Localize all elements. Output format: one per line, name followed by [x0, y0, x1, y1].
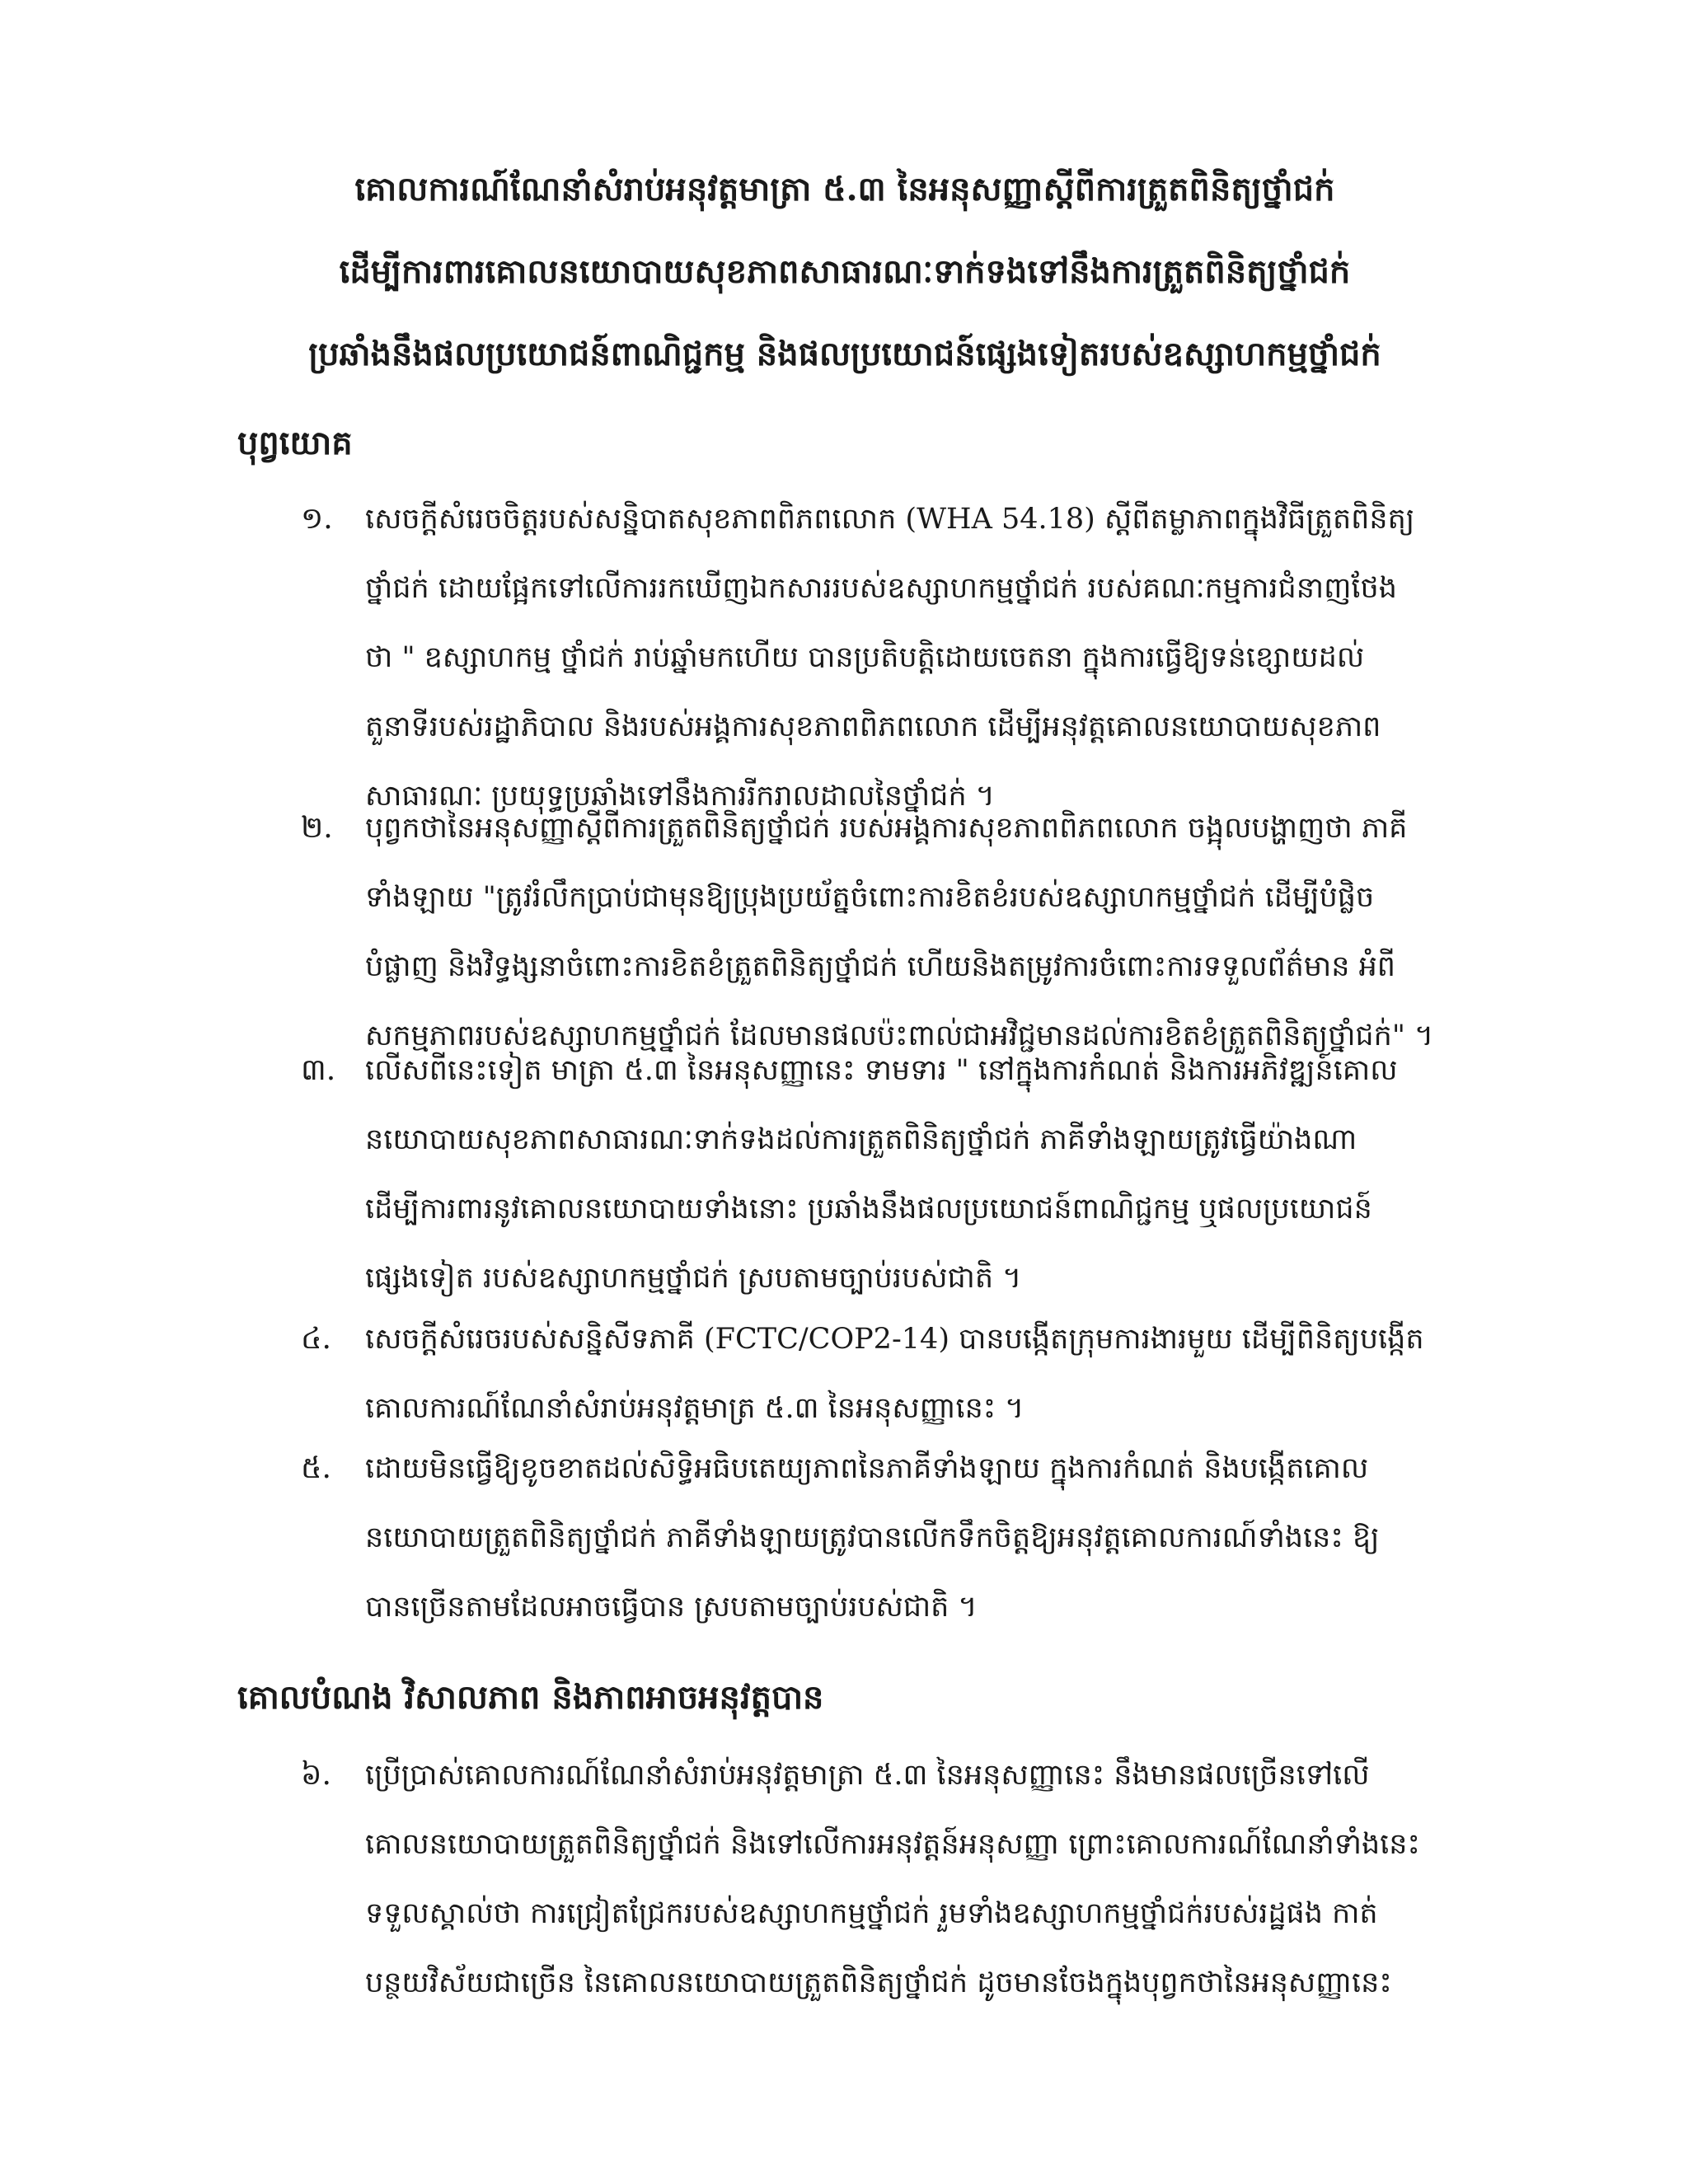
- section-heading-preamble: បុព្វយោគ: [237, 424, 353, 462]
- paragraph-number: ២.: [301, 811, 333, 845]
- paragraph-line: សេចក្ដីសំរេចចិត្តរបស់សន្និបាតសុខភាពពិភពលោក (WHA 54.18) ស្ដីពីតម្លាភាពក្នុងវិធីត្រួតពិនិត្យ: [365, 503, 1415, 536]
- paragraph-number: ៤.: [301, 1322, 331, 1356]
- paragraph-line: បុព្វកថានៃអនុសញ្ញាស្ដីពីការត្រួតពិនិត្យថ្នាំជក់ របស់អង្គការសុខភាពពិភពលោក ចង្អុលបង្ហាញថា ភាគី: [365, 812, 1408, 845]
- paragraph-number: ៥.: [301, 1451, 331, 1485]
- paragraph-line: តួនាទីរបស់រដ្ឋាភិបាល និងរបស់អង្គការសុខភាពពិភពលោក ដើម្បីអនុវត្តគោលនយោបាយសុខភាព: [365, 710, 1381, 743]
- paragraph-line: ទទួលស្គាល់ថា ការជ្រៀតជ្រែករបស់ឧស្សាហកម្មថ្នាំជក់ រួមទាំងឧស្សាហកម្មថ្នាំជក់របស់រដ្ឋផង កាត់: [365, 1897, 1378, 1930]
- paragraph-number: ១.: [301, 502, 333, 536]
- title-line-1: គោលការណ៍ណែនាំសំរាប់អនុវត្តមាត្រា ៥.៣ នៃអនុសញ្ញាស្ដីពីការត្រួតពិនិត្យថ្នាំជក់: [354, 170, 1335, 209]
- paragraph-line: បំផ្លាញ និងវិទ្ធង្សនាចំពោះការខិតខំត្រួតពិនិត្យថ្នាំជក់ ហើយនិងតម្រូវការចំពោះការទទួលព័ត៌មាន អំពី: [365, 950, 1396, 983]
- paragraph-line: សាធារណៈ ប្រយុទ្ធប្រឆាំងទៅនឹងការរីករាលដាលនៃថ្នាំជក់ ។: [365, 780, 995, 813]
- paragraph-line: ផ្សេងទៀត របស់ឧស្សាហកម្មថ្នាំជក់ ស្របតាមច្បាប់របស់ជាតិ ។: [365, 1262, 1022, 1295]
- paragraph-line: ដើម្បីការពារនូវគោលនយោបាយទាំងនោះ ប្រឆាំងនឹងផលប្រយោជន៍ពាណិជ្ជកម្ម ឬផលប្រយោជន៍: [365, 1193, 1372, 1226]
- paragraph-number: ៣.: [301, 1053, 336, 1087]
- paragraph-line: គោលការណ៍ណែនាំសំរាប់អនុវត្តមាត្រ ៥.៣ នៃអនុសញ្ញានេះ ។: [365, 1392, 1025, 1425]
- paragraph-line: គោលនយោបាយត្រួតពិនិត្យថ្នាំជក់ និងទៅលើការអនុវត្តន៍អនុសញ្ញា ព្រោះគោលការណ៍ណែនាំទាំងនេះ: [365, 1828, 1420, 1861]
- paragraph-line: ប្រើប្រាស់គោលការណ៍ណែនាំសំរាប់អនុវត្តមាត្រា ៥.៣ នៃអនុសញ្ញានេះ នឹងមានផលច្រើនទៅលើ: [365, 1759, 1370, 1792]
- paragraph-line: បានច្រើនតាមដែលអាចធ្វើបាន ស្របតាមច្បាប់របស់ជាតិ ។: [365, 1591, 978, 1624]
- title-line-2: ដើម្បីការពារគោលនយោបាយសុខភាពសាធារណៈទាក់ទងទៅនឹងការត្រួតពិនិត្យថ្នាំជក់: [339, 252, 1351, 291]
- paragraph-line: សេចក្ដីសំរេចរបស់សន្និសីទភាគី (FCTC/COP2-14) បានបង្កើតក្រុមការងារមួយ ដើម្បីពិនិត្យបង្កើត: [365, 1323, 1424, 1356]
- paragraph-line: នយោបាយសុខភាពសាធារណៈទាក់ទងដល់ការត្រួតពិនិត្យថ្នាំជក់ ភាគីទាំងឡាយត្រូវធ្វើយ៉ាងណា: [365, 1123, 1357, 1156]
- paragraph-line: ទាំងឡាយ "ត្រូវរំលឹកប្រាប់ជាមុនឱ្យប្រុងប្រយ័ត្នចំពោះការខិតខំរបស់ឧស្សាហកម្មថ្នាំជក់ ដើម្បីបំផ្លិច: [365, 881, 1375, 914]
- paragraph-line: សកម្មភាពរបស់ឧស្សាហកម្មថ្នាំជក់ ដែលមានផលប៉ះពាល់ជាអវិជ្ជមានដល់ការខិតខំត្រួតពិនិត្យថ្នាំជក់" ។: [365, 1019, 1434, 1052]
- title-line-3: ប្រឆាំងនឹងផលប្រយោជន៍ពាណិជ្ជកម្ម និងផលប្រយោជន៍ផ្សេងទៀតរបស់ឧស្សាហកម្មថ្នាំជក់: [308, 335, 1381, 373]
- paragraph-line: បន្ថយវិស័យជាច្រើន នៃគោលនយោបាយត្រួតពិនិត្យថ្នាំជក់ ដូចមានចែងក្នុងបុព្វកថានៃអនុសញ្ញានេះ: [365, 1966, 1392, 1999]
- section-heading-purpose-scope: គោលបំណង វិសាលភាព និងភាពអាចអនុវត្តបាន: [237, 1678, 824, 1717]
- paragraph-number: ៦.: [301, 1758, 331, 1792]
- paragraph-line: នយោបាយត្រួតពិនិត្យថ្នាំជក់ ភាគីទាំងឡាយត្រូវបានលើកទឹកចិត្តឱ្យអនុវត្តគោលការណ៍ទាំងនេះ ឱ្យ: [365, 1521, 1380, 1554]
- document-title: [231, 148, 1459, 396]
- paragraph-line: លើសពីនេះទៀត មាត្រា ៥.៣ នៃអនុសញ្ញានេះ ទាមទារ " នៅក្នុងការកំណត់ និងការអភិវឌ្ឍន៍គោល: [365, 1054, 1398, 1087]
- paragraph-line: ដោយមិនធ្វើឱ្យខូចខាតដល់សិទ្ធិអធិបតេយ្យភាពនៃភាគីទាំងឡាយ ក្នុងការកំណត់ និងបង្កើតគោល: [365, 1452, 1369, 1485]
- paragraph-line: ថ្នាំជក់ ដោយផ្អែកទៅលើការរកឃើញឯកសាររបស់ឧស្សាហកម្មថ្នាំជក់ របស់គណៈកម្មការជំនាញថែង: [365, 572, 1397, 605]
- paragraph-line: ថា " ឧស្សាហកម្ម ថ្នាំជក់ រាប់ឆ្នាំមកហើយ បានប្រតិបត្តិដោយចេតនា ក្នុងការធ្វើឱ្យទន់ខ្សោយដល់: [365, 641, 1365, 674]
